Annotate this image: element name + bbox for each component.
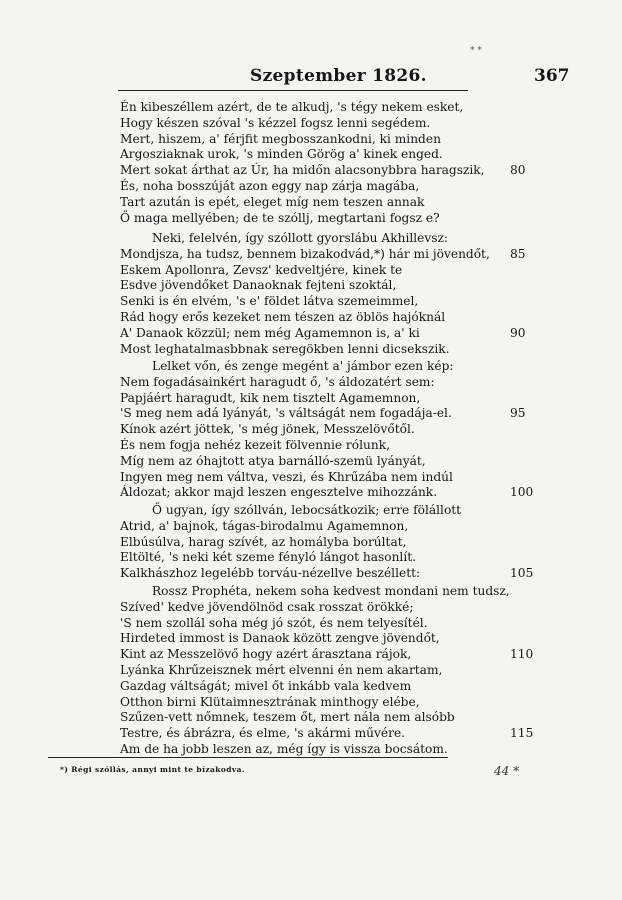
verse-text: Esdve jövendőket Danaoknak fejteni szoktál, bbox=[120, 278, 397, 293]
verse-line bbox=[120, 231, 590, 247]
verse-text: Mondjsza, ha tudsz, bennem bizakodvád,*) hár mi jövendőt, bbox=[120, 246, 490, 261]
verse-text: Hogy készen szóval 's kézzel fogsz lenni segédem. bbox=[120, 115, 431, 130]
verse-text: Ingyen meg nem váltva, veszi, és Khrűzába nem indúl bbox=[120, 469, 453, 484]
verse-text: Gazdag váltságát; mivel őt inkább vala kedvem bbox=[120, 678, 412, 693]
verse-line bbox=[120, 375, 590, 391]
verse-text: A' Danaok közzül; nem még Agamemnon is, a' ki bbox=[120, 325, 420, 340]
verse-line bbox=[120, 470, 590, 486]
verse-line bbox=[120, 726, 590, 742]
top-mark: * * bbox=[470, 46, 482, 56]
verse-line bbox=[120, 600, 590, 616]
verse-text: Am de ha jobb leszen az, még így is vissza bocsátom. bbox=[120, 741, 448, 756]
verse-line bbox=[120, 359, 590, 375]
verse-line bbox=[120, 742, 590, 758]
verse-text: Senki is én elvém, 's e' földet látva szemeimmel, bbox=[120, 294, 419, 309]
verse-text: Kalkhászhoz legelébb torváu-nézellve beszéllett: bbox=[120, 566, 421, 581]
verse-text: Mert, hiszem, a' férjfit megbosszankodni, ki minden bbox=[120, 131, 441, 146]
verse-line bbox=[120, 631, 590, 647]
verse-line bbox=[120, 503, 590, 519]
verse-line bbox=[120, 278, 590, 294]
page-number: 367 bbox=[534, 66, 570, 86]
verse-line bbox=[120, 566, 590, 582]
verse-text: Lelket vőn, és zenge megént a' jámbor ezen kép: bbox=[152, 359, 454, 373]
verse-line bbox=[120, 326, 590, 342]
verse-line bbox=[120, 679, 590, 695]
verse-text: Eltölté, 's neki két szeme fényló lángot hasonlít. bbox=[120, 550, 416, 565]
footnote-rule bbox=[48, 757, 448, 758]
verse-line bbox=[120, 695, 590, 711]
verse-text: Papjáért haragudt, kik nem tisztelt Agamemnon, bbox=[120, 390, 421, 405]
footnote: *) Régi szóllás, annyi mint te bízakodva. bbox=[60, 765, 245, 774]
verse-text: Argosziaknak urok, 's minden Görög a' kinek enged. bbox=[120, 147, 443, 162]
verse-line bbox=[120, 663, 590, 679]
line-number: 90 bbox=[510, 325, 526, 340]
verse-text: Tart azután is epét, eleget míg nem teszen annak bbox=[120, 194, 425, 209]
verse-text: Ő maga mellyében; de te szóllj, megtartani fogsz e? bbox=[120, 210, 440, 225]
verse-text: Áldozat; akkor majd leszen engesztelve mihozzánk. bbox=[120, 485, 438, 500]
verse-text: 'S meg nem adá lyányát, 's váltságát nem fogadája-el. bbox=[120, 406, 452, 421]
line-number: 110 bbox=[510, 647, 534, 662]
verse-text: 'S nem szollál soha még jó szót, és nem telyesítél. bbox=[120, 615, 428, 630]
line-number: 105 bbox=[510, 566, 534, 581]
verse-line bbox=[120, 422, 590, 438]
verse-line bbox=[120, 550, 590, 566]
verse-line bbox=[120, 163, 590, 179]
stanza bbox=[120, 231, 590, 357]
verse-line bbox=[120, 342, 590, 358]
page-header bbox=[0, 66, 622, 92]
line-number: 95 bbox=[510, 406, 526, 421]
verse-text: Atrid, a' bajnok, tágas-birodalmu Agamemnon, bbox=[120, 518, 409, 533]
verse-text: Lyánka Khrűzeisznek mért elvenni én nem akartam, bbox=[120, 662, 443, 677]
line-number: 85 bbox=[510, 246, 526, 261]
verse-text: Míg nem az óhajtott atya barnálló-szemü lyányát, bbox=[120, 453, 426, 468]
verse-text: Elbúsúlva, harag szívét, az homályba borúltat, bbox=[120, 534, 407, 549]
running-title: Szeptember 1826. bbox=[250, 66, 427, 86]
verse-line bbox=[120, 584, 590, 600]
line-number: 115 bbox=[510, 726, 534, 741]
verse-text: Szíved' kedve jövendölnöd csak rosszat örökké; bbox=[120, 599, 414, 614]
verse-text: Én kibeszéllem azért, de te alkudj, 's tégy nekem esket, bbox=[120, 100, 464, 114]
verse-line bbox=[120, 195, 590, 211]
verse-text: Mert sokat árthat az Úr, ha midőn alacsonybbra haragszik, bbox=[120, 163, 485, 178]
verse-text: Ő ugyan, így szóllván, lebocsátkozik; erre fölállott bbox=[152, 503, 462, 517]
verse-line bbox=[120, 710, 590, 726]
verse-line bbox=[120, 132, 590, 148]
verse-text: Testre, és ábrázra, és elme, 's akármi művére. bbox=[120, 726, 406, 741]
verse-line bbox=[120, 391, 590, 407]
stanza bbox=[120, 359, 590, 501]
verse-text: Hirdeted immost is Danaok között zengve jövendőt, bbox=[120, 631, 440, 646]
verse-line bbox=[120, 179, 590, 195]
line-number: 100 bbox=[510, 485, 534, 500]
verse-line bbox=[120, 454, 590, 470]
verse-text: Nem fogadásainkért haragudt ő, 's áldozatért sem: bbox=[120, 374, 435, 389]
verse-text: Neki, felelvén, így szóllott gyorslábu Akhillevsz: bbox=[152, 231, 449, 245]
header-rule bbox=[118, 90, 468, 91]
verse-line bbox=[120, 294, 590, 310]
verse-line bbox=[120, 485, 590, 501]
verse-text: És, noha bosszúját azon eggy nap zárja magába, bbox=[120, 178, 420, 193]
verse-line bbox=[120, 535, 590, 551]
verse-line bbox=[120, 310, 590, 326]
verse-text: Kint az Messzelövő hogy azért árasztana rájok, bbox=[120, 647, 412, 662]
line-number: 80 bbox=[510, 163, 526, 178]
verse-line bbox=[120, 647, 590, 663]
verse-text: Most leghatalmasbbnak seregökben lenni dicsekszik. bbox=[120, 341, 450, 356]
verse-text: Eskem Apollonra, Zevsz' kedveltjére, kinek te bbox=[120, 262, 403, 277]
verse-line bbox=[120, 211, 590, 227]
verse-line bbox=[120, 247, 590, 263]
verse-text: Otthon birni Klütaimnesztrának minthogy elébe, bbox=[120, 694, 420, 709]
verse-text: Rossz Prophéta, nekem soha kedvest mondani nem tudsz, bbox=[152, 584, 510, 598]
verse-line bbox=[120, 116, 590, 132]
verse-line bbox=[120, 438, 590, 454]
stanza bbox=[120, 503, 590, 582]
verse-text: Rád hogy erős kezeket nem tészen az öblös hajóknál bbox=[120, 309, 446, 324]
verse-line bbox=[120, 147, 590, 163]
stanza bbox=[120, 584, 590, 758]
verse-line bbox=[120, 100, 590, 116]
stanza bbox=[120, 100, 590, 226]
verse-line bbox=[120, 519, 590, 535]
verse-line bbox=[120, 263, 590, 279]
signature-mark: 44 * bbox=[494, 764, 520, 778]
verse-text: Kínok azért jöttek, 's még jönek, Messzelövőtől. bbox=[120, 422, 415, 437]
verse-line bbox=[120, 616, 590, 632]
verse-text: És nem fogja nehéz kezeit fölvennie rólunk, bbox=[120, 437, 390, 452]
verse-line bbox=[120, 406, 590, 422]
verse-text: Szűzen-vett nőmnek, teszem őt, mert nála nem alsóbb bbox=[120, 710, 455, 725]
